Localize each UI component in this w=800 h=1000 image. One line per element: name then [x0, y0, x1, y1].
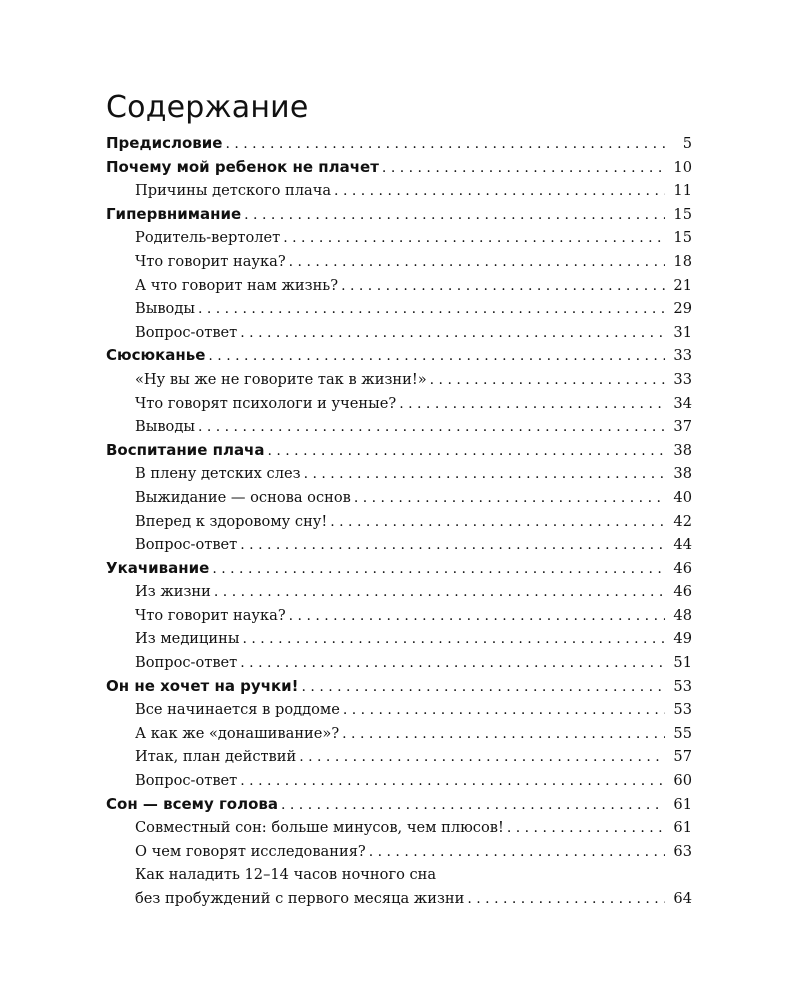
dot-leader: [198, 298, 665, 321]
toc-entry-section[interactable]: [106, 840, 692, 864]
dot-leader: [330, 511, 665, 534]
toc-page-number: 10: [673, 158, 692, 176]
toc-entry-label: Сон — всему голова: [106, 794, 278, 813]
dot-leader: [341, 275, 665, 298]
dot-leader: [369, 841, 665, 864]
toc-entry-chapter[interactable]: [106, 132, 692, 156]
toc-page-number: 46: [673, 583, 692, 601]
toc-entry-label: Гипервнимание: [106, 204, 242, 223]
dot-leader: [467, 888, 665, 911]
toc-page-number: 18: [673, 252, 692, 270]
toc-entry-label-line1: Как наладить 12–14 часов ночного сна: [135, 866, 437, 884]
dot-leader: [354, 487, 665, 510]
toc-page-number: 51: [673, 654, 692, 672]
toc-page-number: 37: [673, 418, 692, 436]
toc-entry-section[interactable]: [106, 627, 692, 651]
toc-entry-section[interactable]: [106, 226, 692, 250]
toc-entry-label: Сюсюканье: [106, 346, 206, 365]
dot-leader: [240, 652, 665, 675]
toc-entry-section[interactable]: [106, 392, 692, 416]
toc-page-number: 34: [673, 394, 692, 412]
toc-entry-label: Выводы: [135, 418, 195, 436]
toc-entry-chapter[interactable]: [106, 439, 692, 463]
dot-leader: [242, 628, 665, 651]
toc-entry-label: Из жизни: [135, 583, 211, 601]
toc-page-number: 63: [673, 842, 692, 860]
toc-entry-label: Укачивание: [106, 558, 210, 577]
toc-entry-section[interactable]: [106, 321, 692, 345]
toc-entry-section[interactable]: [106, 297, 692, 321]
dot-leader: [289, 251, 665, 274]
toc-entry-section[interactable]: [106, 698, 692, 722]
toc-entry-label: В плену детских слез: [135, 465, 301, 483]
dot-leader: [281, 794, 665, 817]
dot-leader: [343, 699, 665, 722]
toc-page-number: 44: [673, 536, 692, 554]
toc-page-number: 49: [673, 630, 692, 648]
toc-page-number: 48: [673, 606, 692, 624]
toc-entry-section[interactable]: [106, 604, 692, 628]
toc-page-number: 15: [673, 205, 692, 223]
toc-entry-label: Родитель-вертолет: [135, 229, 281, 247]
toc-page-number: 55: [673, 724, 692, 742]
toc-entry-label: Вопрос-ответ: [135, 772, 238, 790]
dot-leader: [382, 157, 665, 180]
toc-entry-section[interactable]: [106, 769, 692, 793]
toc-entry-label: Вперед к здоровому сну!: [135, 512, 328, 530]
toc-page-number: 61: [673, 795, 692, 813]
toc-entry-label: Вопрос-ответ: [135, 654, 238, 672]
toc-entry-label: Предисловие: [106, 134, 223, 152]
toc-entry-section[interactable]: [106, 580, 692, 604]
toc-page-number: 11: [673, 182, 692, 200]
toc-entry-section[interactable]: [106, 651, 692, 675]
toc-page-number: 53: [673, 701, 692, 719]
toc-entry-label: Совместный сон: больше минусов, чем плюсов!: [135, 819, 504, 837]
toc-entry-label: Выводы: [135, 300, 195, 318]
toc-entry-section-multiline[interactable]: [106, 863, 692, 910]
toc-page-number: 61: [673, 819, 692, 837]
toc-page-number: 42: [673, 512, 692, 530]
dot-leader: [299, 746, 665, 769]
toc-entry-chapter[interactable]: [106, 675, 692, 699]
toc-entry-section[interactable]: [106, 415, 692, 439]
dot-leader: [212, 558, 665, 581]
toc-entry-section[interactable]: [106, 816, 692, 840]
toc-page-number: 46: [673, 559, 692, 577]
toc-entry-label: Он не хочет на ручки!: [106, 676, 299, 695]
toc-entry-label: Что говорят психологи и ученые?: [135, 394, 397, 412]
toc-entry-label: О чем говорят исследования?: [135, 842, 366, 860]
dot-leader: [225, 133, 665, 156]
toc-entry-chapter[interactable]: [106, 156, 692, 180]
dot-leader: [334, 180, 665, 203]
toc-entry-label: Выжидание — основа основ: [135, 488, 351, 506]
toc-entry-label: Итак, план действий: [135, 748, 297, 766]
toc-entry-label: Все начинается в роддоме: [135, 701, 340, 719]
dot-leader: [342, 723, 665, 746]
toc-entry-section[interactable]: [106, 250, 692, 274]
dot-leader: [214, 581, 665, 604]
toc-entry-label: Вопрос-ответ: [135, 536, 238, 554]
dot-leader: [244, 204, 665, 227]
toc-page-number: 60: [673, 772, 692, 790]
toc-entry-label: Вопрос-ответ: [135, 323, 238, 341]
dot-leader: [240, 322, 665, 345]
toc-entry-label: Почему мой ребенок не плачет: [106, 157, 379, 176]
toc-page-number: 57: [673, 748, 692, 766]
dot-leader: [507, 817, 665, 840]
toc-entry-section[interactable]: [106, 462, 692, 486]
toc-page-number: 21: [673, 276, 692, 294]
toc-list: [106, 132, 692, 863]
toc-entry-label: Что говорит наука?: [135, 252, 286, 270]
toc-entry-section[interactable]: [106, 533, 692, 557]
toc-entry-section[interactable]: [106, 486, 692, 510]
toc-entry-section[interactable]: [106, 179, 692, 203]
toc-page-number: 33: [673, 370, 692, 388]
dot-leader: [399, 393, 665, 416]
dot-leader: [198, 416, 665, 439]
toc-entry-label: А как же «донашивание»?: [135, 724, 340, 742]
toc-page-number: 31: [673, 323, 692, 341]
dot-leader: [267, 440, 665, 463]
toc-entry-chapter[interactable]: [106, 557, 692, 581]
page-title: Содержание: [106, 90, 309, 125]
dot-leader: [430, 369, 665, 392]
dot-leader: [302, 676, 665, 699]
toc-entry-chapter[interactable]: [106, 344, 692, 368]
table-of-contents: [106, 86, 692, 911]
toc-entry-section[interactable]: [106, 368, 692, 392]
toc-page-number: 53: [673, 677, 692, 695]
toc-entry-label: Из медицины: [135, 630, 240, 648]
toc-page-number: 5: [682, 135, 692, 152]
dot-leader: [304, 463, 665, 486]
toc-entry-section[interactable]: [106, 510, 692, 534]
dot-leader: [208, 345, 665, 368]
toc-entry-label: Воспитание плача: [106, 440, 265, 459]
toc-entry-section[interactable]: [106, 745, 692, 769]
dot-leader: [283, 227, 665, 250]
toc-page-number: 15: [673, 229, 692, 247]
toc-page-number: 33: [673, 347, 692, 365]
dot-leader: [289, 605, 665, 628]
toc-entry-label-line2: без пробуждений с первого месяца жизни: [135, 890, 465, 907]
toc-page-number: 64: [673, 890, 692, 907]
toc-entry-label: А что говорит нам жизнь?: [135, 276, 339, 294]
toc-entry-section[interactable]: [106, 722, 692, 746]
toc-entry-label: «Ну вы же не говорите так в жизни!»: [135, 370, 427, 388]
toc-entry-chapter[interactable]: [106, 203, 692, 227]
toc-entry-section[interactable]: [106, 274, 692, 298]
toc-page-number: 40: [673, 488, 692, 506]
toc-page-number: 38: [673, 465, 692, 483]
toc-page-number: 38: [673, 441, 692, 459]
dot-leader: [240, 770, 665, 793]
toc-page-number: 29: [673, 300, 692, 318]
toc-entry-chapter[interactable]: [106, 793, 692, 817]
dot-leader: [240, 534, 665, 557]
toc-entry-label: Причины детского плача: [135, 182, 332, 200]
toc-entry-label: Что говорит наука?: [135, 606, 286, 624]
